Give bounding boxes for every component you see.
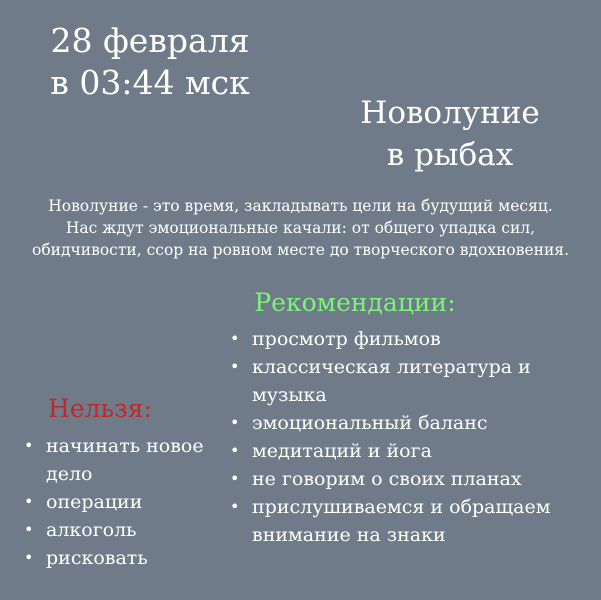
list-item: • рисковать	[22, 544, 207, 572]
time-line: в 03:44 мск	[50, 63, 250, 102]
date-line: 28 февраля	[50, 21, 250, 60]
forbidden-title: Нельзя:	[48, 394, 152, 423]
list-item: • классическая литература и музыка	[228, 353, 598, 409]
moon-title-line1: Новолуние	[360, 95, 540, 131]
description-line3: обидчивости, ссор на ровном месте до творческого вдохновения.	[32, 241, 569, 259]
description	[4, 195, 597, 261]
moon-title-line2: в рыбах	[386, 137, 514, 173]
recommendations-title: Рекомендации:	[254, 288, 456, 317]
moon-title	[330, 92, 570, 176]
list-item: • не говорим о своих планах	[228, 465, 598, 493]
recommendations-list	[228, 325, 598, 549]
list-item: • начинать новое дело	[22, 432, 207, 488]
forbidden-list	[22, 432, 207, 572]
list-item: • прислушиваемся и обращаем внимание на знаки	[228, 493, 598, 549]
description-line2: Нас ждут эмоциональные качали: от общего упадка сил,	[65, 219, 536, 237]
list-item: • медитаций и йога	[228, 437, 598, 465]
list-item: • операции	[22, 488, 207, 516]
list-item: • алкоголь	[22, 516, 207, 544]
list-item: • просмотр фильмов	[228, 325, 598, 353]
date-block	[0, 20, 300, 104]
description-line1: Новолуние - это время, закладывать цели на будущий месяц.	[48, 197, 553, 215]
list-item: • эмоциональный баланс	[228, 409, 598, 437]
